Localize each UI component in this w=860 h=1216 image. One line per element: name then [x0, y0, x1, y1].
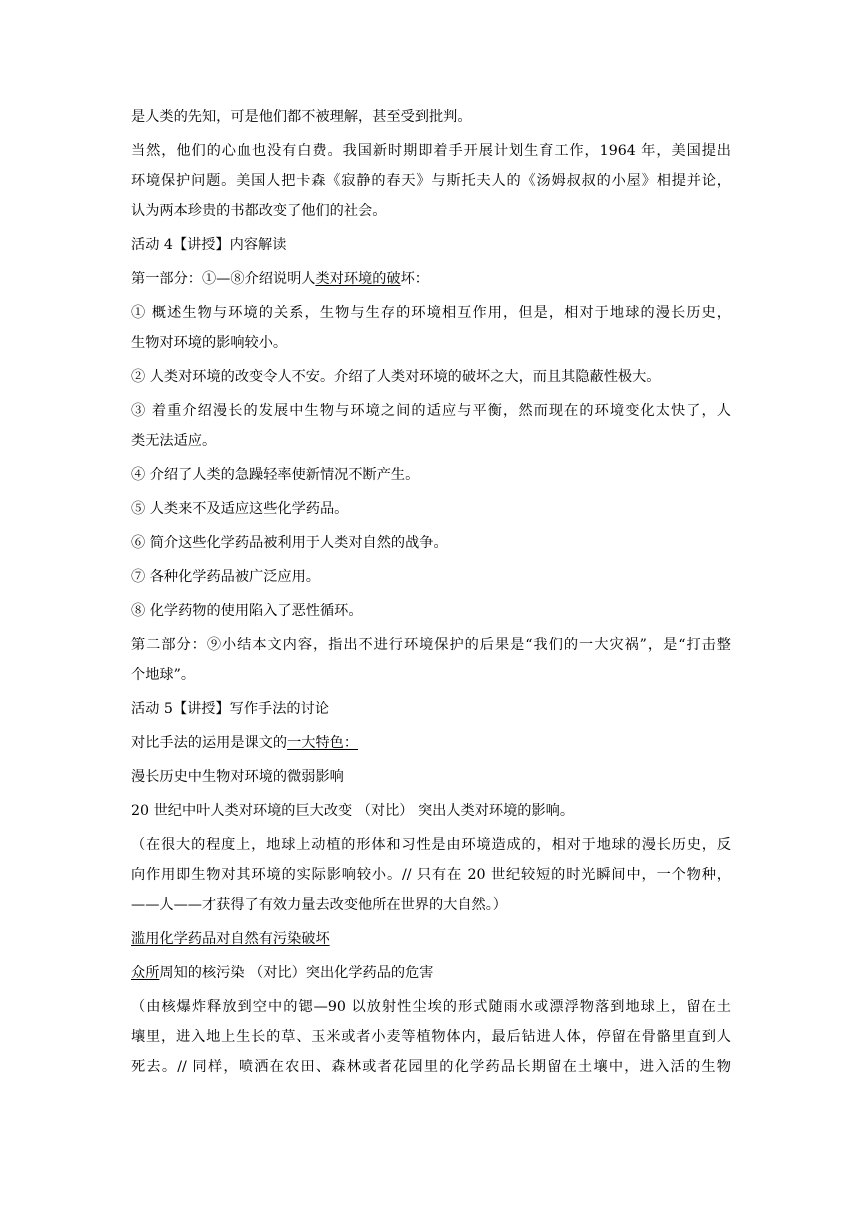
list-item-1: ① 概述生物与环境的关系，生物与生存的环境相互作用，但是，相对于地球的漫长历史， — [131, 305, 731, 321]
list-item-3: ③ 着重介绍漫长的发展中生物与环境之间的适应与平衡，然而现在的环境变化太快了，人 — [131, 403, 731, 419]
paragraph-line: 环境保护问题。美国人把卡森《寂静的春天》与斯托夫人的《汤姆叔叔的小屋》相提并论， — [131, 173, 731, 189]
list-item-4: ④ 介绍了人类的急躁轻率使新情况不断产生。 — [131, 467, 420, 483]
contrast-intro-underlined: 一大特色： — [287, 735, 359, 751]
contrast-2-note: （由核爆炸释放到空中的锶—90 以放射性尘埃的形式随雨水或漂浮物落到地球上，留在土 — [131, 999, 731, 1015]
part-2-paragraph-continuation: 个地球”。 — [131, 667, 196, 683]
paragraph-line: 是人类的先知，可是他们都不被理解，甚至受到批判。 — [131, 109, 472, 125]
contrast-2-note-continuation: 壤里，进入地上生长的草、玉米或者小麦等植物体内，最后钻进人体，停留在骨骼里直到人 — [131, 1029, 731, 1045]
list-item-6: ⑥ 简介这些化学药品被利用于人类对自然的战争。 — [131, 535, 448, 551]
list-item-2: ② 人类对环境的改变令人不安。介绍了人类对环境的破坏之大，而且其隐蔽性极大。 — [131, 369, 661, 385]
list-item-5: ⑤ 人类来不及适应这些化学药品。 — [131, 501, 349, 517]
list-item-3-continuation: 类无法适应。 — [131, 433, 217, 449]
list-item-7: ⑦ 各种化学药品被广泛应用。 — [131, 569, 320, 585]
activity-5-heading: 活动 5【讲授】写作手法的讨论 — [131, 701, 329, 717]
contrast-2-note-end: 死去。// 同样，喷洒在农田、森林或者花园里的化学药品长期留在土壤中，进入活的生物 — [131, 1059, 731, 1075]
paragraph-line: 当然，他们的心血也没有白费。我国新时期即着手开展计划生育工作，1964 年，美国提出 — [131, 143, 731, 159]
document-body — [131, 108, 731, 1076]
contrast-1-note-continuation: 向作用即生物对其环境的实际影响较小。// 只有在 20 世纪较短的时光瞬间中，一个物种， — [131, 867, 731, 883]
contrast-intro — [131, 734, 731, 752]
contrast-1-item-b: 20 世纪中叶人类对环境的巨大改变 （对比） 突出人类对环境的影响。 — [131, 803, 575, 819]
part-2-paragraph: 第二部分：⑨小结本文内容，指出不进行环境保护的后果是“我们的一大灾祸”，是“打击整 — [131, 637, 731, 653]
contrast-1-note-end: ——人——才获得了有效力量去改变他所在世界的大自然。） — [131, 897, 507, 913]
list-item-8: ⑧ 化学药物的使用陷入了恶性循环。 — [131, 603, 363, 619]
part-1-heading — [131, 270, 731, 288]
contrast-2-text: 周知的核污染 （对比）突出化学药品的危害 — [159, 965, 434, 981]
paragraph-line: 认为两本珍贵的书都改变了他们的社会。 — [131, 203, 387, 219]
contrast-2-underlined-b: 染破坏 — [287, 931, 330, 947]
part-1-underlined-text: 类对环境的破 — [315, 271, 401, 287]
contrast-2-item-b — [131, 964, 731, 982]
part-1-text: 第一部分：①—⑧介绍说明人 — [131, 271, 316, 287]
activity-4-heading: 活动 4【讲授】内容解读 — [131, 237, 287, 253]
contrast-intro-text: 对比手法的运用是课文的 — [131, 735, 288, 751]
part-1-text-end: 坏： — [400, 271, 429, 287]
contrast-2-underlined-c: 众所 — [131, 965, 160, 981]
contrast-2-item-a — [131, 930, 731, 948]
contrast-2-underlined-a: 滥用化学药品对自然有污 — [131, 931, 288, 947]
contrast-1-item-a: 漫长历史中生物对环境的微弱影响 — [131, 769, 344, 785]
list-item-1-continuation: 生物对环境的影响较小。 — [131, 335, 288, 351]
contrast-1-note: （在很大的程度上，地球上动植的形体和习性是由环境造成的，相对于地球的漫长历史，反 — [131, 837, 731, 853]
